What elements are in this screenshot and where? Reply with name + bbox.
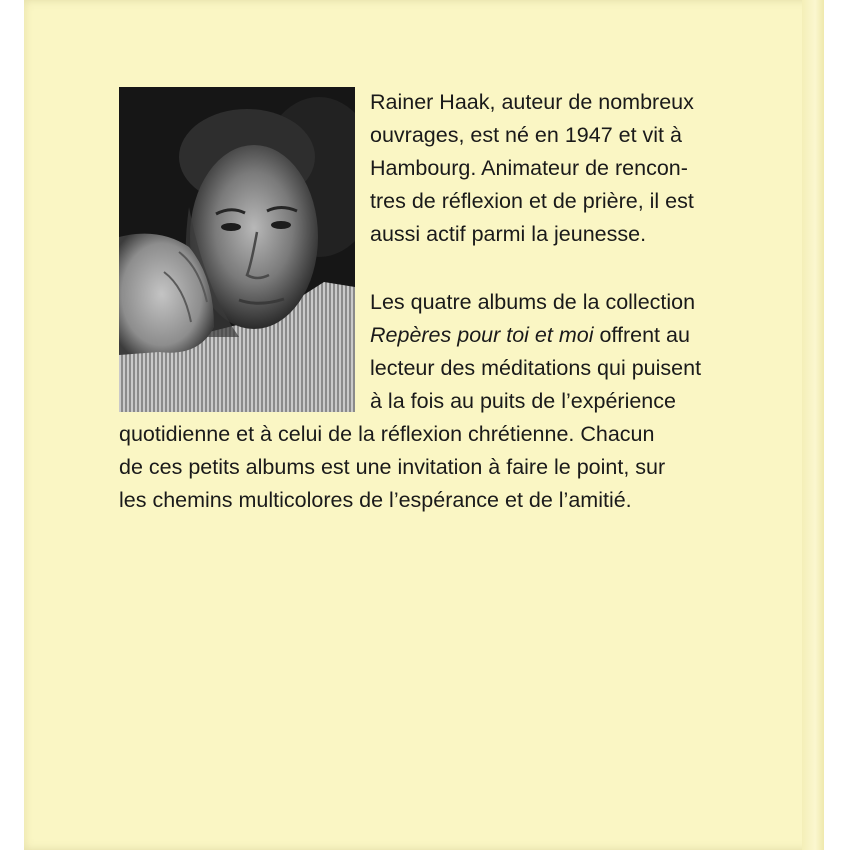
description-text: offrent au [593, 323, 690, 347]
description-line: de ces petits albums est une invitation à faire le point, sur [119, 455, 666, 479]
collection-title: Repères pour toi et moi [370, 323, 594, 347]
bio-line: ouvrages, est né en 1947 et vit à [370, 123, 682, 147]
description-line: Les quatre albums de la collection [370, 290, 696, 314]
bio-line: tres de réflexion et de prière, il est [370, 189, 694, 213]
description-line: les chemins multicolores de l’espérance et de l’amitié. [119, 488, 632, 512]
description-line: à la fois au puits de l’expérience [370, 389, 676, 413]
book-back-cover [24, 0, 824, 850]
cover-text [24, 0, 824, 850]
bio-line: Rainer Haak, auteur de nombreux [370, 90, 694, 114]
description-line [370, 319, 690, 352]
bio-line: aussi actif parmi la jeunesse. [370, 222, 647, 246]
bio-line: Hambourg. Animateur de rencon- [370, 156, 688, 180]
description-line: lecteur des méditations qui puisent [370, 356, 702, 380]
description-line: quotidienne et à celui de la réflexion chrétienne. Chacun [119, 422, 655, 446]
